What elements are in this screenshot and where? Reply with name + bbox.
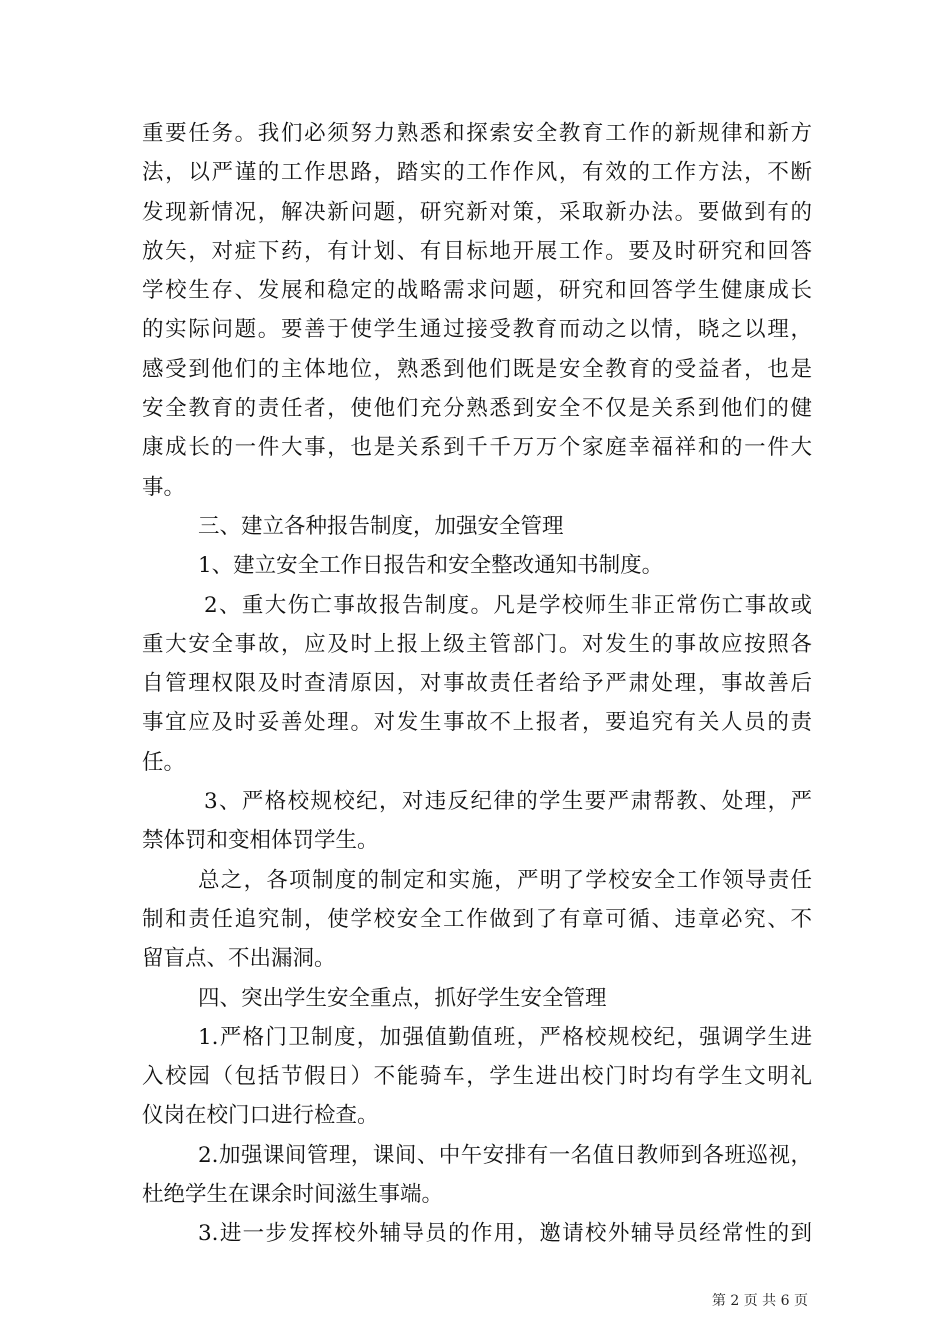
page-number: 第 2 页 共 6 页	[711, 1293, 808, 1309]
list-item: 3.进一步发挥校外辅导员的作用，邀请校外辅导员经常性的到	[198, 1221, 812, 1247]
text-line: 学校生存、发展和稳定的战略需求问题，研究和回答学生健康成长	[142, 278, 812, 304]
summary-paragraph: 总之，各项制度的制定和实施，严明了学校安全工作领导责任	[198, 867, 812, 893]
text-line: 的实际问题。要善于使学生通过接受教育而动之以情，晓之以理，	[142, 317, 812, 343]
text-line: 任。	[142, 749, 186, 775]
text-line: 感受到他们的主体地位，熟悉到他们既是安全教育的受益者，也是	[142, 356, 812, 382]
text-line: 法，以严谨的工作思路，踏实的工作作风，有效的工作方法，不断	[142, 160, 812, 186]
list-item: 2.加强课间管理，课间、中午安排有一名值日教师到各班巡视，	[198, 1142, 812, 1168]
list-item: 1、建立安全工作日报告和安全整改通知书制度。	[198, 553, 664, 579]
section-heading-3: 三、建立各种报告制度，加强安全管理	[198, 513, 564, 539]
text-line: 事宜应及时妥善处理。对发生事故不上报者，要追究有关人员的责	[142, 710, 812, 736]
text-line: 杜绝学生在课余时间滋生事端。	[142, 1182, 444, 1208]
text-line: 安全教育的责任者，使他们充分熟悉到安全不仅是关系到他们的健	[142, 396, 812, 422]
text-line: 仪岗在校门口进行检查。	[142, 1103, 379, 1129]
list-item: 2、重大伤亡事故报告制度。凡是学校师生非正常伤亡事故或	[204, 592, 812, 618]
text-line: 发现新情况，解决新问题，研究新对策，采取新办法。要做到有的	[142, 199, 812, 225]
text-line: 重大安全事故，应及时上报上级主管部门。对发生的事故应按照各	[142, 631, 812, 657]
text-line: 禁体罚和变相体罚学生。	[142, 828, 379, 854]
list-item: 3、严格校规校纪，对违反纪律的学生要严肃帮教、处理，严	[204, 789, 812, 815]
text-line: 放矢，对症下药，有计划、有目标地开展工作。要及时研究和回答	[142, 238, 812, 264]
text-line: 康成长的一件大事，也是关系到千千万万个家庭幸福祥和的一件大	[142, 435, 812, 461]
list-item: 1.严格门卫制度，加强值勤值班，严格校规校纪，强调学生进	[198, 1024, 812, 1050]
text-line: 入校园（包括节假日）不能骑车，学生进出校门时均有学生文明礼	[142, 1064, 812, 1090]
text-line: 事。	[142, 474, 186, 500]
text-line: 重要任务。我们必须努力熟悉和探索安全教育工作的新规律和新方	[142, 121, 812, 146]
section-heading-4: 四、突出学生安全重点，抓好学生安全管理	[198, 985, 607, 1011]
text-line: 制和责任追究制，使学校安全工作做到了有章可循、违章必究、不	[142, 906, 812, 932]
document-body	[142, 114, 812, 1254]
text-line: 自管理权限及时查清原因，对事故责任者给予严肃处理，事故善后	[142, 671, 812, 697]
text-line: 留盲点、不出漏洞。	[142, 946, 336, 972]
